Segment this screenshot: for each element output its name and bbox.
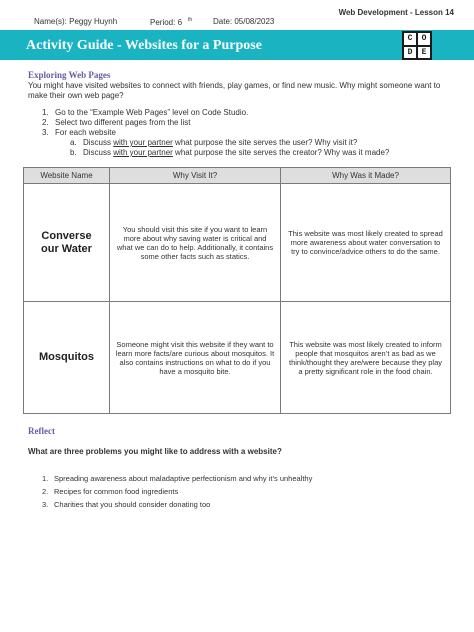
student-name: Name(s): Peggy Huynh — [34, 17, 118, 26]
logo-letter: D — [404, 47, 416, 59]
logo-letter: E — [418, 47, 430, 59]
exploring-heading: Exploring Web Pages — [28, 70, 111, 80]
exploring-intro: You might have visited websites to connect with friends, play games, or find new music. Why might someone want to make their own web page? — [28, 81, 441, 100]
why-made-cell[interactable]: This website was most likely created to inform people that mosquitos aren’t as bad as we think/thought they are/were because they play a pretty significant role in the food chain. — [281, 302, 451, 414]
step-number: 2. — [42, 118, 49, 127]
list-item — [70, 138, 389, 148]
logo-letter: O — [418, 33, 430, 45]
list-item — [42, 108, 248, 118]
substep-text — [83, 148, 389, 158]
reflect-question: What are three problems you might like to address with a website? — [28, 447, 282, 456]
step-number: 1. — [42, 108, 49, 117]
column-header-why-made: Why Was it Made? — [281, 168, 451, 184]
substep-post: what purpose the site serves the user? Why visit it? — [172, 138, 358, 147]
why-visit-cell[interactable]: Someone might visit this website if they want to learn more facts/are curious about mosquitos. It also contains instructions on what to do if you have a mosquito bite. — [110, 302, 281, 414]
list-item — [42, 474, 312, 487]
answer-number: 3. — [42, 500, 49, 509]
lesson-label: Web Development - Lesson 14 — [338, 8, 454, 17]
list-item — [42, 487, 312, 500]
website-name-cell[interactable]: Converse our Water — [24, 184, 110, 302]
column-header-why-visit: Why Visit It? — [110, 168, 281, 184]
period-text: Period: 6 — [150, 17, 183, 27]
why-made-cell[interactable]: This website was most likely created to spread more awareness about water conversation to try to convince/advice others to do the same. — [281, 184, 451, 302]
date-field: Date: 05/08/2023 — [213, 17, 275, 26]
partner-link[interactable]: with your partner — [113, 148, 173, 157]
code-logo — [402, 31, 432, 60]
step-text: Go to the “Example Web Pages” level on Code Studio. — [55, 108, 249, 117]
reflect-heading: Reflect — [28, 426, 55, 436]
answer-text[interactable]: Recipes for common food ingredients — [54, 487, 179, 496]
substep-pre: Discuss — [83, 138, 114, 147]
answer-text[interactable]: Charities that you should consider donating too — [54, 500, 211, 509]
list-item — [70, 148, 389, 158]
step-number: 3. — [42, 128, 49, 137]
substep-pre: Discuss — [83, 148, 114, 157]
step-text: For each website — [55, 128, 116, 137]
substep-text — [83, 138, 357, 148]
table-row — [24, 302, 451, 414]
list-item — [42, 128, 248, 138]
list-item — [42, 500, 312, 513]
column-header-website-name: Website Name — [24, 168, 110, 184]
logo-letter: C — [404, 33, 416, 45]
period-field — [150, 17, 207, 27]
table-header-row — [24, 168, 451, 184]
substep-letter: a. — [70, 138, 77, 147]
substep-letter: b. — [70, 148, 77, 157]
website-name-cell[interactable]: Mosquitos — [24, 302, 110, 414]
table-row — [24, 184, 451, 302]
period-suffix: th — [188, 17, 193, 23]
answer-number: 2. — [42, 487, 49, 496]
step-text: Select two different pages from the list — [55, 118, 191, 127]
substeps-list — [70, 138, 389, 158]
student-info-row — [34, 17, 280, 27]
reflect-answers-list — [42, 474, 312, 513]
websites-table — [23, 167, 451, 414]
why-visit-cell[interactable]: You should visit this site if you want to learn more about why saving water is critical and what we can do to help. Additionally, it contains some other facts such as statics. — [110, 184, 281, 302]
substep-post: what purpose the site serves the creator? Why was it made? — [172, 148, 390, 157]
steps-list — [42, 108, 248, 138]
page-title: Activity Guide - Websites for a Purpose — [26, 38, 262, 53]
list-item — [42, 118, 248, 128]
answer-number: 1. — [42, 474, 49, 483]
answer-text[interactable]: Spreading awareness about maladaptive perfectionism and why it’s unhealthy — [54, 474, 313, 483]
partner-link[interactable]: with your partner — [113, 138, 173, 147]
